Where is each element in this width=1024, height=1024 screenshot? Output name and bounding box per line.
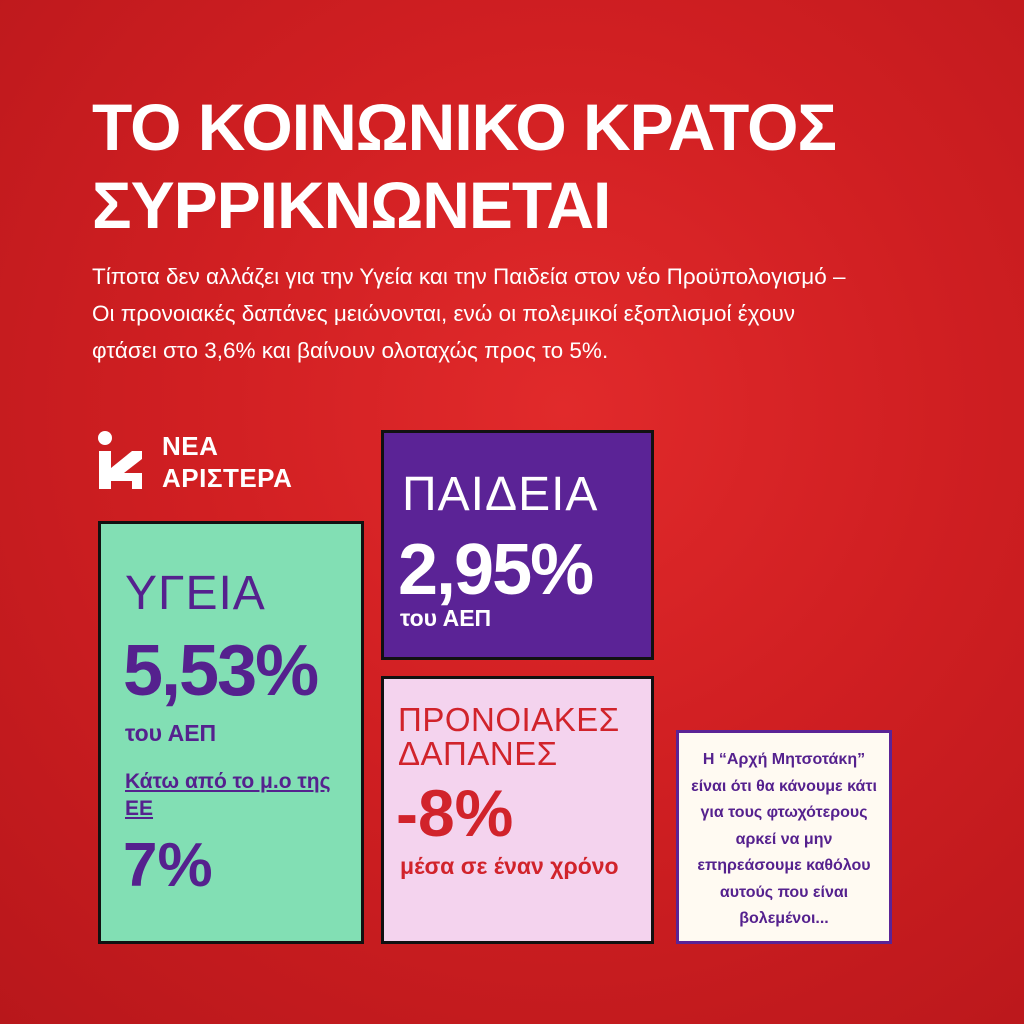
health-unit: του ΑΕΠ (125, 720, 217, 746)
education-value: 2,95% (398, 530, 593, 610)
page-title: ΤΟ ΚΟΙΝΩΝΙΚΟ ΚΡΑΤΟΣ ΣΥΡΡΙΚΝΩΝΕΤΑΙ (92, 90, 837, 242)
education-card (381, 430, 654, 660)
welfare-value: -8% (396, 776, 514, 850)
education-title: ΠΑΙΔΕΙΑ (402, 468, 599, 521)
welfare-unit: μέσα σε έναν χρόνο (400, 853, 619, 879)
logo-wordmark (162, 430, 292, 494)
page-subtitle: Τίποτα δεν αλλάζει για την Υγεία και την Παιδεία στον νέο Προϋπολογισμό – Οι προνοιακές δαπάνες μειώνονται, ενώ οι πολεμικοί εξοπλισμοί έχουν φτάσει στο 3,6% και βαίνουν ολοταχώς προς το 5%. (92, 264, 846, 363)
nea-aristera-logo (96, 430, 356, 493)
health-title: ΥΓΕΙΑ (125, 567, 266, 620)
health-card (98, 521, 364, 944)
education-unit: του ΑΕΠ (400, 605, 492, 631)
welfare-title: ΠΡΟΝΟΙΑΚΕΣ ΔΑΠΑΝΕΣ (398, 701, 620, 772)
health-value: 5,53% (123, 631, 318, 711)
quote-box (676, 730, 892, 944)
logo-line-2: ΑΡΙΣΤΕΡΑ (162, 463, 293, 493)
welfare-card (381, 676, 654, 944)
party-logo-icon (96, 430, 142, 490)
health-eu-note: Κάτω από το μ.ο της ΕΕ (125, 770, 331, 820)
health-eu-value: 7% (123, 831, 213, 900)
quote-text: Η “Αρχή Μητσοτάκη” είναι ότι θα κάνουμε κάτι για τους φτωχότερους αρκεί να μην επηρεάσουμε καθόλου αυτούς που είναι βολεμένοι... (691, 751, 877, 927)
logo-line-1: ΝΕΑ (162, 431, 219, 461)
